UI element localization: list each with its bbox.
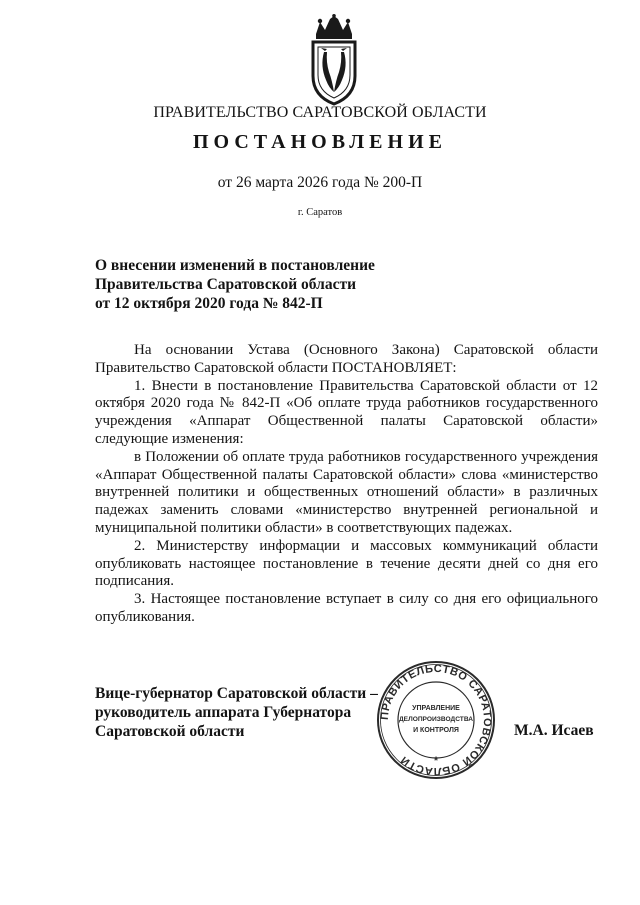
body-paragraph: На основании Устава (Основного Закона) Саратовской области Правительство Саратовской области ПОСТАНОВЛЯЕТ:: [95, 342, 598, 376]
signer-name: М.А. Исаев: [514, 722, 594, 739]
saratov-coat-of-arms-icon: [296, 14, 372, 106]
signer-position: [95, 684, 395, 741]
stamp-star: *: [433, 755, 439, 767]
document-date-number: от 26 марта 2026 года № 200-П: [217, 174, 423, 191]
stamp-inner-line: И КОНТРОЛЯ: [413, 727, 459, 734]
document-body: [95, 342, 598, 627]
signer-position-line: руководитель аппарата Губернатора: [95, 704, 352, 721]
stamp-inner-line: УПРАВЛЕНИЕ: [412, 705, 460, 712]
document-subject: [95, 256, 415, 313]
subject-line: О внесении изменений в постановление: [95, 257, 375, 274]
subject-line: Правительства Саратовской области: [95, 276, 356, 293]
subject-line: от 12 октября 2020 года № 842-П: [95, 295, 323, 312]
official-stamp: [376, 660, 496, 780]
stamp-outer-text: ПРАВИТЕЛЬСТВО САРАТОВСКОЙ ОБЛАСТИ: [378, 662, 494, 778]
organization-name: ПРАВИТЕЛЬСТВО САРАТОВСКОЙ ОБЛАСТИ: [153, 104, 487, 121]
body-paragraph: 1. Внести в постановление Правительства Саратовской области от 12 октября 2020 года № 842-П «Об оплате труда работников государственного учреждения «Аппарат Общественной палаты Саратовской области» следующие изменения:: [95, 377, 598, 447]
body-paragraph: 3. Настоящее постановление вступает в силу со дня его официального опубликования.: [95, 591, 598, 625]
body-paragraph: в Положении об оплате труда работников государственного учреждения «Аппарат Общественной палаты Саратовской области» слова «министерство внутренней политики и общественных отношений области» в различных падежах заменить словами «министерство внутренней региональной и муниципальной политики области» в соответствующих падежах.: [95, 448, 598, 536]
stamp-inner-line: ДЕЛОПРОИЗВОДСТВА: [398, 716, 474, 723]
document-type: ПОСТАНОВЛЕНИЕ: [193, 131, 447, 153]
signer-position-line: Саратовской области: [95, 723, 245, 740]
signer-position-line: Вице-губернатор Саратовской области –: [95, 685, 378, 702]
document-city: г. Саратов: [297, 207, 343, 218]
body-paragraph: 2. Министерству информации и массовых коммуникаций области опубликовать настоящее постановление в течение десяти дней со дня его подписания.: [95, 537, 598, 590]
